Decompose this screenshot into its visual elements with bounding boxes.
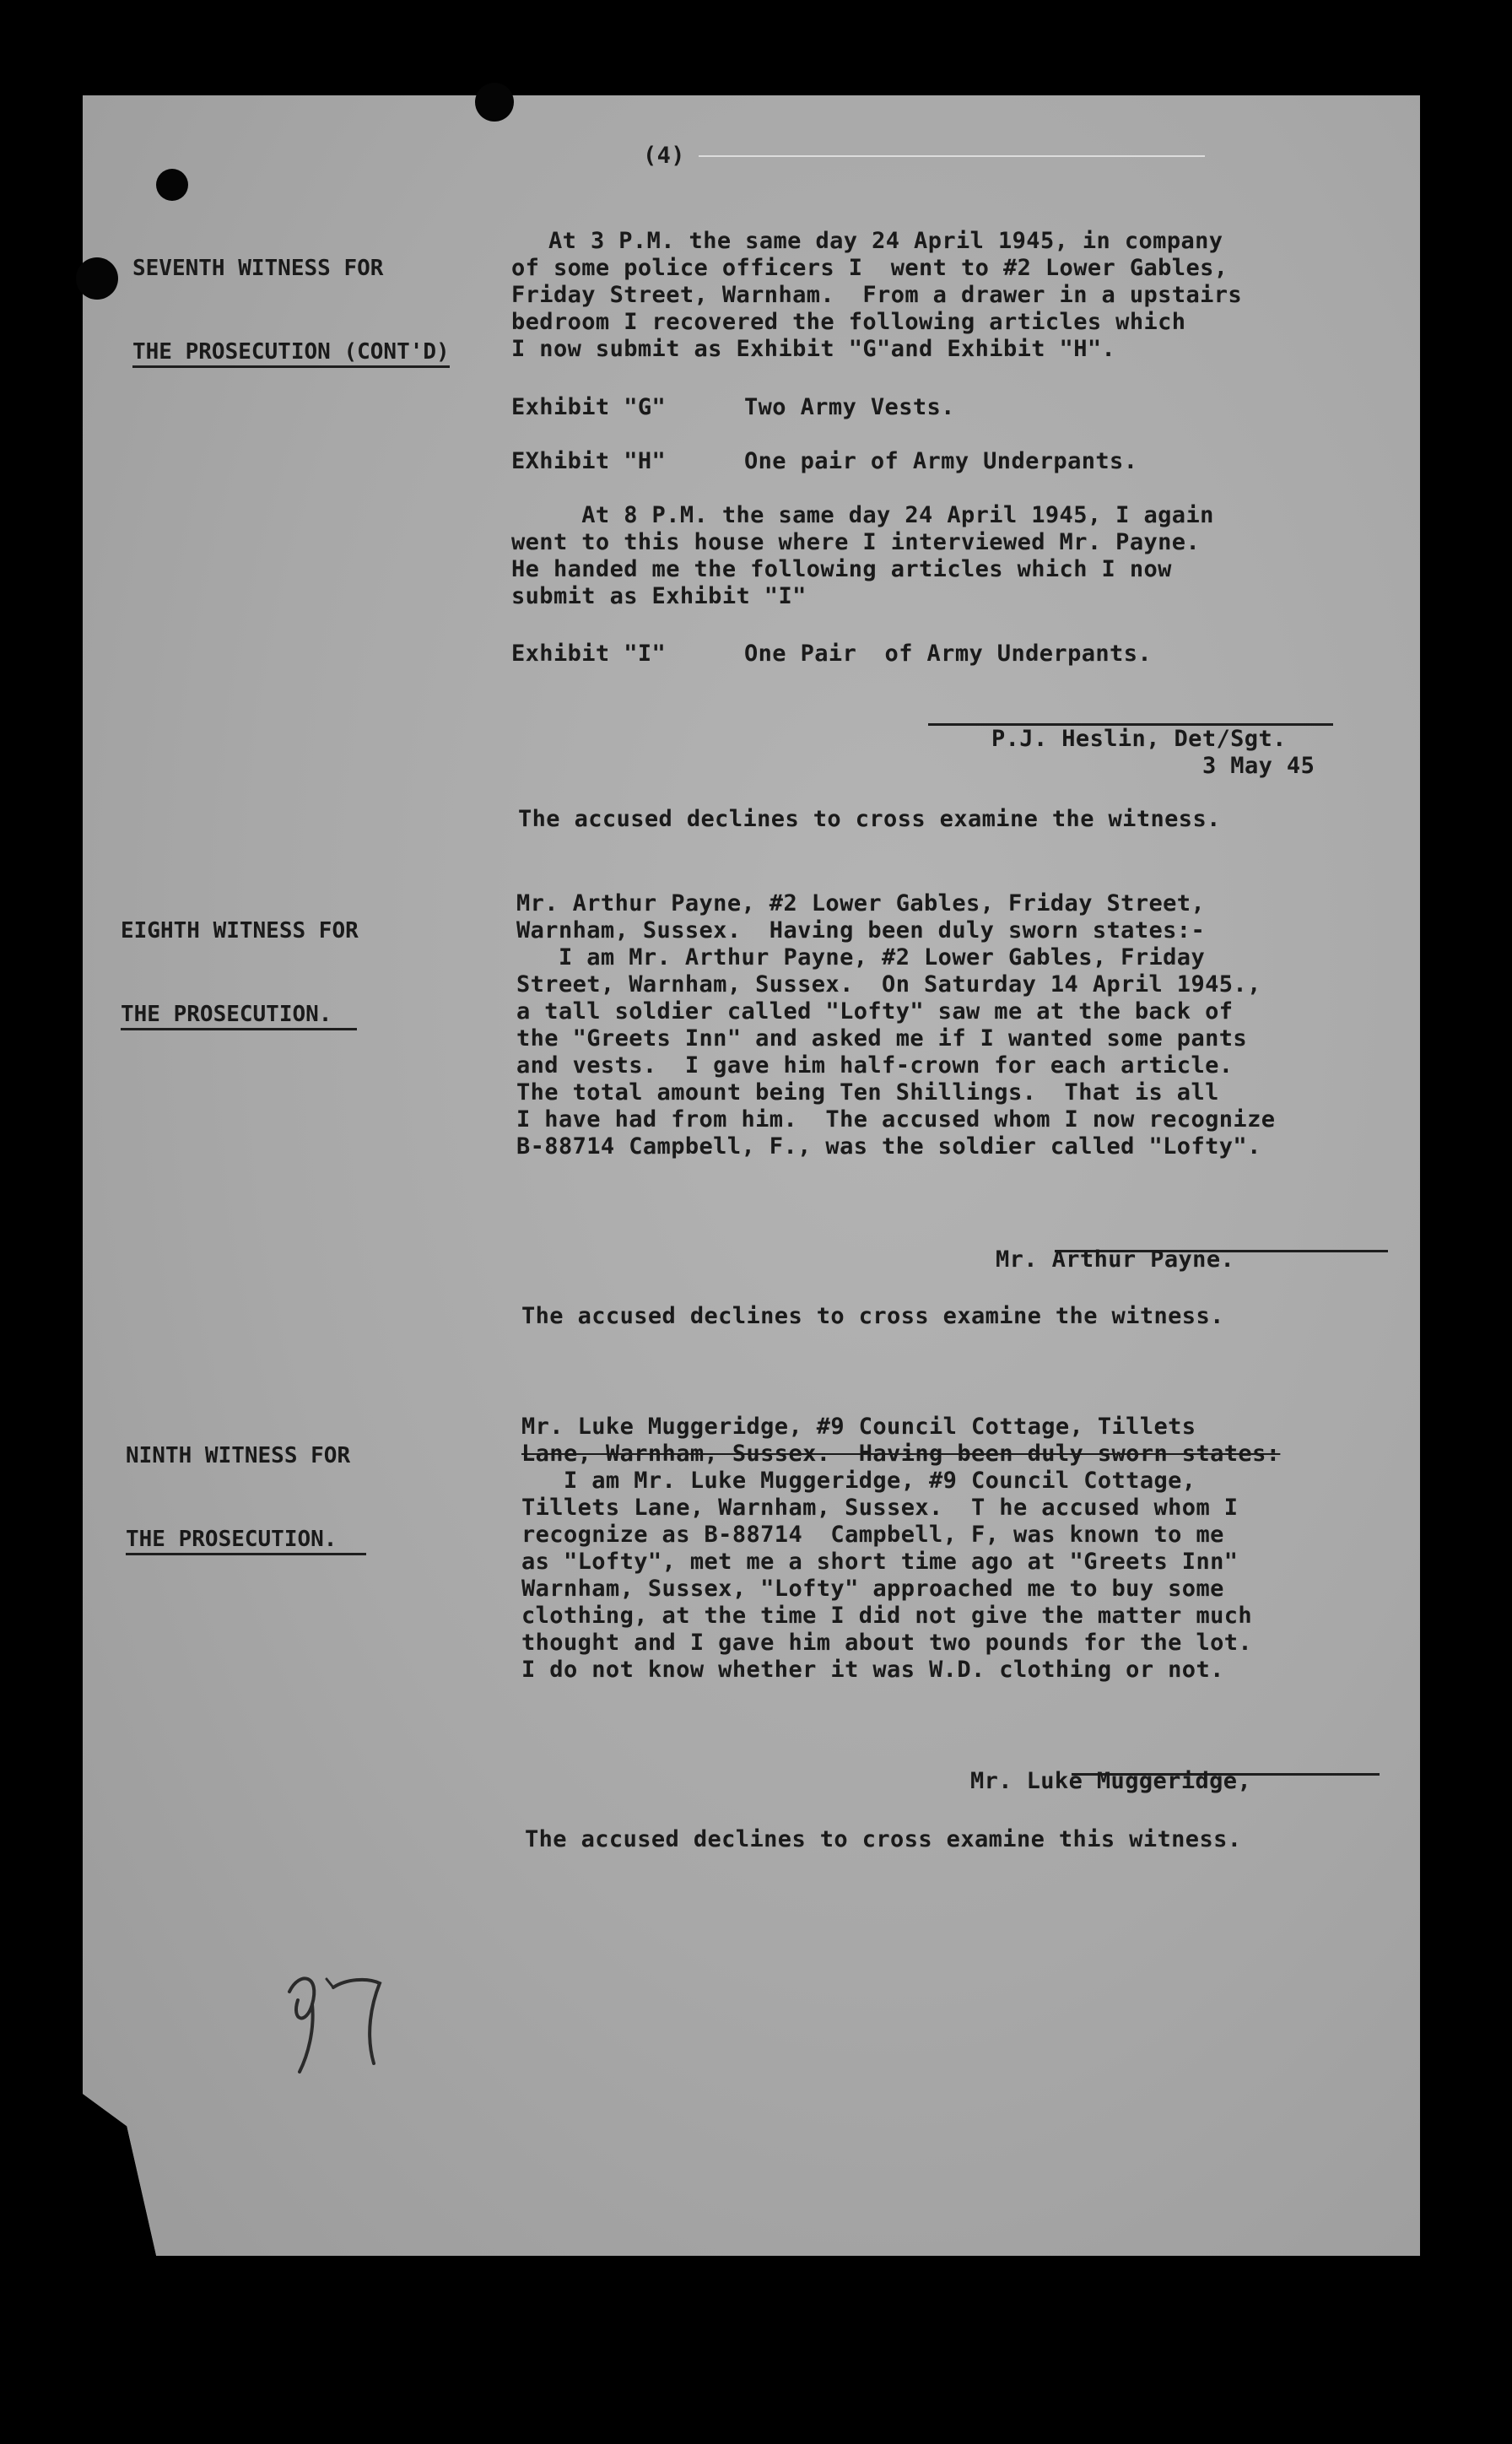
seventh-para1-line3: Friday Street, Warnham. From a drawer in a upstairs — [511, 282, 1243, 308]
eighth-line1: Mr. Arthur Payne, #2 Lower Gables, Friday Street, — [516, 890, 1206, 916]
ninth-heading-line1: NINTH WITNESS FOR — [126, 1443, 351, 1468]
eighth-heading-line2 — [121, 1001, 359, 1029]
ninth-line4: Tillets Lane, Warnham, Sussex. T he accused whom I — [521, 1495, 1239, 1521]
heslin-date: 3 May 45 — [1202, 753, 1315, 779]
muggeridge-signature: Mr. Luke Muggeridge, — [970, 1768, 1252, 1794]
page-number-rule — [699, 155, 1205, 157]
eighth-line10: B-88714 Campbell, F., was the soldier called "Lofty". — [516, 1133, 1261, 1160]
seventh-declines: The accused declines to cross examine the witness. — [518, 806, 1221, 832]
heslin-signature: P.J. Heslin, Det/Sgt. — [991, 726, 1287, 752]
ninth-line3: I am Mr. Luke Muggeridge, #9 Council Cottage, — [521, 1468, 1196, 1494]
ninth-line10: I do not know whether it was W.D. clothing or not. — [521, 1657, 1224, 1683]
seventh-para1-line5: I now submit as Exhibit "G"and Exhibit "H". — [511, 336, 1116, 362]
exhibit-g-label: Exhibit "G" — [511, 394, 667, 420]
eighth-line6: the "Greets Inn" and asked me if I wanted some pants — [516, 1025, 1248, 1052]
ninth-heading-line2-text: THE PROSECUTION. — [126, 1527, 366, 1555]
eighth-line9: I have had from him. The accused whom I now recognize — [516, 1106, 1276, 1133]
seventh-witness-heading — [132, 199, 450, 394]
seventh-para2-line3: He handed me the following articles which I now — [511, 556, 1172, 582]
ninth-line5: recognize as B-88714 Campbell, F, was known to me — [521, 1522, 1224, 1548]
seventh-para2-line2: went to this house where I interviewed Mr. Payne. — [511, 529, 1201, 555]
seventh-para2-line4: submit as Exhibit "I" — [511, 583, 807, 609]
eighth-line3: I am Mr. Arthur Payne, #2 Lower Gables, Friday — [516, 944, 1206, 971]
ninth-line9: thought and I gave him about two pounds for the lot. — [521, 1630, 1253, 1656]
handwritten-mark — [274, 1954, 426, 2080]
eighth-declines: The accused declines to cross examine the witness. — [521, 1303, 1224, 1329]
seventh-heading-line2 — [132, 338, 450, 366]
seventh-para1-line4: bedroom I recovered the following articles which — [511, 309, 1186, 335]
ninth-witness-heading — [126, 1387, 366, 1582]
exhibit-i-text: One Pair of Army Underpants. — [744, 641, 1153, 667]
punch-hole-top — [475, 83, 514, 122]
payne-signature: Mr. Arthur Payne. — [996, 1246, 1235, 1273]
eighth-line8: The total amount being Ten Shillings. That is all — [516, 1079, 1219, 1106]
eighth-witness-heading — [121, 862, 359, 1057]
eighth-heading-line1: EIGHTH WITNESS FOR — [121, 918, 359, 944]
seventh-heading-line1: SEVENTH WITNESS FOR — [132, 256, 384, 281]
exhibit-h-label: EXhibit "H" — [511, 448, 667, 474]
eighth-line7: and vests. I gave him half-crown for each article. — [516, 1052, 1234, 1079]
eighth-heading-line2-text: THE PROSECUTION. — [121, 1002, 357, 1030]
eighth-line5: a tall soldier called "Lofty" saw me at the back of — [516, 998, 1234, 1025]
exhibit-i-label: Exhibit "I" — [511, 641, 667, 667]
exhibit-h-text: One pair of Army Underpants. — [744, 448, 1138, 474]
ninth-line8: clothing, at the time I did not give the matter much — [521, 1603, 1253, 1629]
ninth-line2: Lane, Warnham, Sussex. Having been duly sworn states: — [521, 1441, 1281, 1467]
ninth-line6: as "Lofty", met me a short time ago at "Greets Inn" — [521, 1549, 1239, 1575]
seventh-para2-line1: At 8 P.M. the same day 24 April 1945, I again — [511, 502, 1214, 528]
ninth-heading-line2 — [126, 1526, 366, 1554]
punch-hole-left-upper — [156, 169, 188, 201]
seventh-para1-line2: of some police officers I went to #2 Lower Gables, — [511, 255, 1228, 281]
ninth-line7: Warnham, Sussex, "Lofty" approached me to buy some — [521, 1576, 1224, 1602]
eighth-line2: Warnham, Sussex. Having been duly sworn states:- — [516, 917, 1206, 944]
ninth-declines: The accused declines to cross examine this witness. — [525, 1826, 1242, 1852]
exhibit-g-text: Two Army Vests. — [744, 394, 955, 420]
ninth-line1: Mr. Luke Muggeridge, #9 Council Cottage, Tillets — [521, 1414, 1196, 1440]
eighth-line4: Street, Warnham, Sussex. On Saturday 14 April 1945., — [516, 971, 1261, 998]
seventh-heading-line2-text: THE PROSECUTION (CONT'D) — [132, 339, 450, 368]
seventh-para1-line1: At 3 P.M. the same day 24 April 1945, in company — [548, 228, 1223, 254]
punch-hole-left-lower — [76, 257, 118, 300]
page-number: (4) — [643, 143, 685, 169]
